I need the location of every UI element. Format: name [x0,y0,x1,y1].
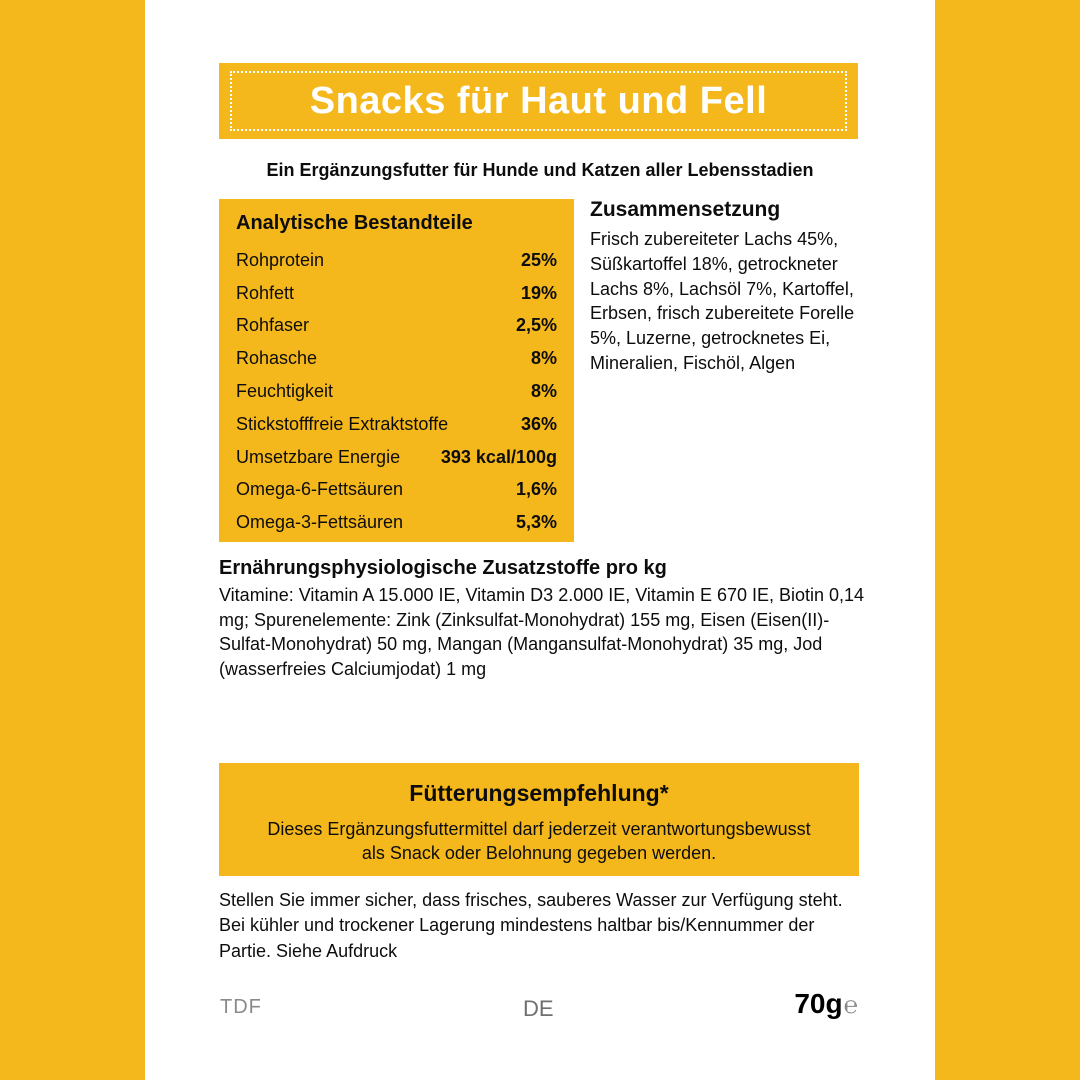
footer-code: TDF [220,996,262,1018]
row-label: Rohfaser [236,315,310,336]
table-row [236,277,557,310]
row-label: Rohprotein [236,249,325,270]
row-value: 25% [520,249,557,270]
left-yellow-border [0,0,145,1080]
table-row [236,506,557,539]
analytical-constituents-box [219,199,574,542]
analytical-heading: Analytische Bestandteile [236,212,473,234]
row-value: 8% [530,381,557,402]
row-label: Omega-3-Fettsäuren [236,512,404,533]
weight-value: 70g [794,988,843,1019]
row-label: Omega-6-Fettsäuren [236,479,404,500]
footer-language-code: DE [523,996,554,1021]
composition-section [590,198,866,376]
title-banner-dotted-frame [230,71,847,131]
additives-section [219,557,867,681]
net-weight [794,988,858,1020]
feeding-text: Dieses Ergänzungsfuttermittel darf jederzeit verantwortungsbewusst als Snack oder Belohnung gegeben werden. [267,819,811,863]
table-row [236,408,557,441]
row-value: 8% [530,348,557,369]
row-label: Rohfett [236,282,295,303]
additives-heading: Ernährungsphysiologische Zusatzstoffe pro kg [219,557,667,579]
row-value: 19% [520,282,557,303]
row-value: 393 kcal/100g [440,446,557,467]
table-row [236,342,557,375]
table-row [236,244,557,277]
table-row [236,441,557,474]
table-row [236,310,557,343]
row-value: 1,6% [515,479,557,500]
row-value: 2,5% [515,315,557,336]
feeding-recommendation-box [219,763,859,876]
row-label: Umsetzbare Energie [236,446,401,467]
label-sheet [145,0,935,1080]
storage-note: Stellen Sie immer sicher, dass frisches, sauberes Wasser zur Verfügung steht. Bei kühler und trockener Lagerung mindestens haltbar bis/Kennummer der Partie. Siehe Aufdruck [219,890,843,961]
row-label: Rohasche [236,348,318,369]
table-row [236,474,557,507]
feeding-heading: Fütterungsempfehlung* [409,780,669,806]
title-banner [219,63,858,139]
label-footer [145,988,935,1028]
row-value: 5,3% [515,512,557,533]
additives-text: Vitamine: Vitamin A 15.000 IE, Vitamin D3 2.000 IE, Vitamin E 670 IE, Biotin 0,14 mg; Spurenelemente: Zink (Zinksulfat-Monohydrat) 155 mg, Eisen (Eisen(II)-Sulfat-Monohydrat) 50 mg, Mangan (Mangansulfat-Monohydrat) 35 mg, Jod (wasserfreies Calciumjodat) 1 mg [219,585,865,679]
composition-heading: Zusammensetzung [590,198,781,221]
right-yellow-border [935,0,1080,1080]
table-row [236,375,557,408]
product-title: Snacks für Haut und Fell [309,79,768,122]
row-label: Feuchtigkeit [236,381,334,402]
composition-text: Frisch zubereiteter Lachs 45%, Süßkartoffel 18%, getrockneter Lachs 8%, Lachsöl 7%, Kartoffel, Erbsen, frisch zubereitete Forelle 5%, Luzerne, getrocknetes Ei, Mineralien, Fischöl, Algen [590,229,855,373]
product-subtitle: Ein Ergänzungsfutter für Hunde und Katzen aller Lebensstadien [266,160,814,180]
estimated-sign: ℮ [843,992,858,1019]
row-label: Stickstofffreie Extraktstoffe [236,413,449,434]
row-value: 36% [520,413,557,434]
